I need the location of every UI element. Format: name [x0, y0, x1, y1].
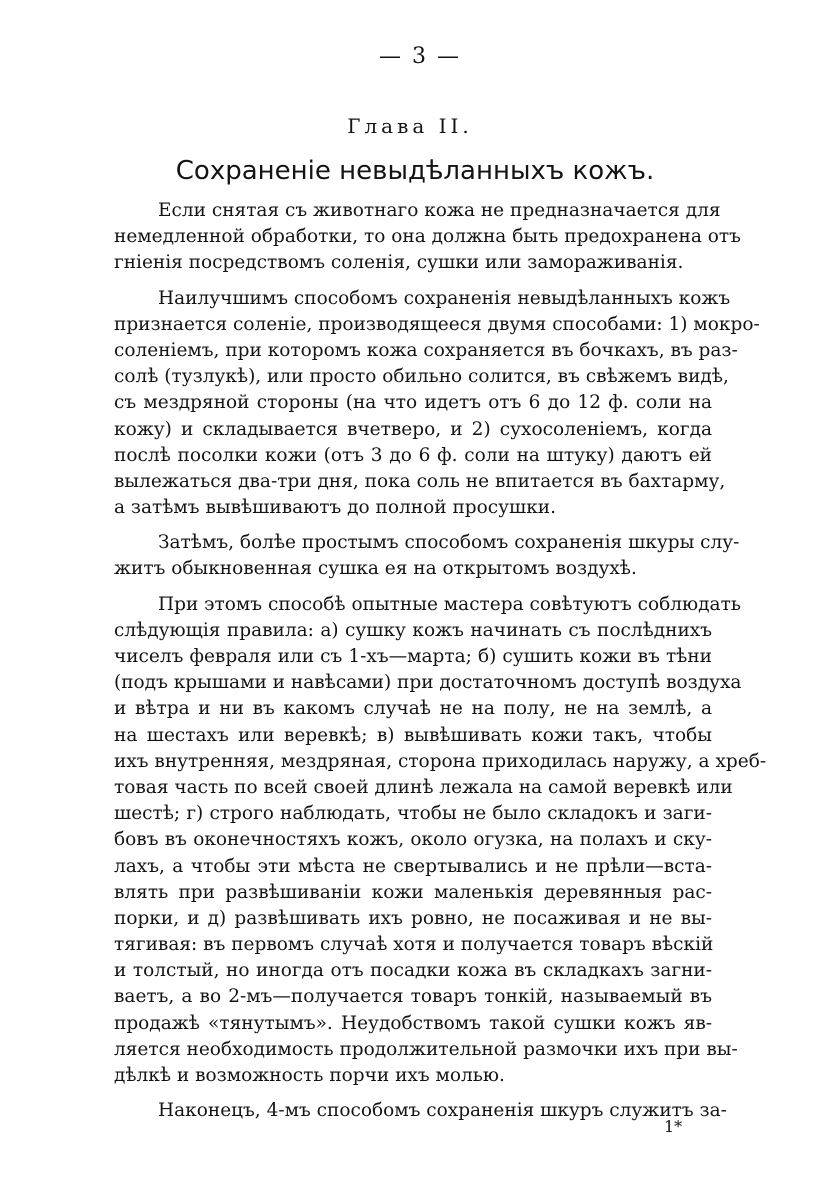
paragraph-4: [114, 592, 767, 1090]
text-line: соленіемъ, при которомъ кожа сохраняется въ бочкахъ, въ раз-: [114, 339, 738, 361]
text-line: порки, и д) развѣшивать ихъ ровно, не посаживая и не вы-: [114, 907, 712, 929]
page-number: — 3 —: [379, 44, 461, 69]
text-line: лахъ, а чтобы эти мѣста не свертывались и не прѣли—вста-: [114, 855, 712, 877]
chapter-heading: Глава II.: [347, 114, 473, 138]
text-line: дѣлкѣ и возможность порчи ихъ молью.: [114, 1065, 505, 1086]
text-line: ляется необходимость продолжительной размочки ихъ при вы-: [114, 1038, 738, 1060]
text-line: ихъ внутренняя, мездряная, сторона приходилась наружу, а хреб-: [114, 750, 767, 772]
text-line: немедленной обработки, то она должна быть предохранена отъ: [114, 226, 741, 248]
text-line: тягивая: въ первомъ случаѣ хотя и получается товаръ вѣскій: [114, 934, 714, 956]
text-line: а затѣмъ вывѣшиваютъ до полной просушки.: [114, 497, 556, 519]
section-title: Сохраненіе невыдѣланныхъ кожъ.: [175, 156, 655, 186]
text-line: продажѣ «тянутымъ». Неудобствомъ такой сушки кожъ яв-: [114, 1012, 712, 1034]
text-line: Наконецъ, 4-мъ способомъ сохраненія шкуръ служитъ за-: [158, 1100, 727, 1122]
text-line: чиселъ февраля или съ 1-хъ—марта; б) сушить кожи въ тѣни: [114, 646, 712, 667]
text-line: послѣ посолки кожи (отъ 3 до 6 ф. соли на штуку) даютъ ей: [114, 444, 712, 466]
text-line: съ мездряной стороны (на что идетъ отъ 6 до 12 ф. соли на: [114, 392, 712, 414]
text-line: житъ обыкновенная сушка ея на открытомъ воздухѣ.: [114, 558, 637, 580]
body-text: [114, 198, 767, 1124]
paragraph-1: [114, 198, 741, 277]
paragraph-3: [114, 530, 740, 582]
text-line: влять при развѣшиваніи кожи маленькія деревянныя рас-: [114, 881, 712, 903]
text-line: (подъ крышами и навѣсами) при достаточномъ доступѣ воздуха: [114, 672, 742, 694]
text-line: кожу) и складывается вчетверо, и 2) сухосоленіемъ, когда: [114, 418, 712, 440]
text-line: вылежаться два-три дня, пока соль не впитается въ бахтарму,: [114, 470, 726, 492]
paragraph-2: [114, 286, 760, 522]
text-line: бовъ въ оконечностяхъ кожъ, около огузка, на полахъ и ску-: [114, 829, 712, 851]
signature-mark: 1*: [664, 1117, 683, 1136]
text-line: ваетъ, а во 2-мъ—получается товаръ тонкій, называемый въ: [114, 986, 712, 1008]
text-line: слѣдующія правила: а) сушку кожъ начинать съ послѣднихъ: [114, 619, 712, 641]
text-line: Затѣмъ, болѣе простымъ способомъ сохраненія шкуры слу-: [158, 532, 740, 554]
text-line: и толстый, но иногда отъ посадки кожа въ складкахъ загни-: [114, 960, 712, 982]
text-line: Если снятая съ животнаго кожа не предназначается для: [158, 200, 721, 221]
text-line: Наилучшимъ способомъ сохраненія невыдѣланныхъ кожъ: [158, 287, 731, 309]
text-line: При этомъ способѣ опытные мастера совѣтуютъ соблюдать: [158, 593, 741, 615]
paragraph-5: [114, 1098, 727, 1124]
text-line: на шестахъ или веревкѣ; в) вывѣшивать кожи такъ, чтобы: [114, 724, 712, 746]
text-line: и вѣтра и ни въ какомъ случаѣ не на полу, не на землѣ, а: [114, 698, 712, 720]
text-line: товая часть по всей своей длинѣ лежала на самой веревкѣ или: [114, 776, 733, 798]
text-line: шестѣ; г) строго наблюдать, чтобы не было складокъ и заги-: [114, 803, 712, 825]
text-line: признается соленіе, производящееся двумя способами: 1) мокро-: [114, 313, 760, 335]
text-line: гніенія посредствомъ соленія, сушки или замораживанія.: [114, 252, 684, 274]
text-line: солѣ (тузлукѣ), или просто обильно солится, въ свѣжемъ видѣ,: [114, 366, 729, 388]
